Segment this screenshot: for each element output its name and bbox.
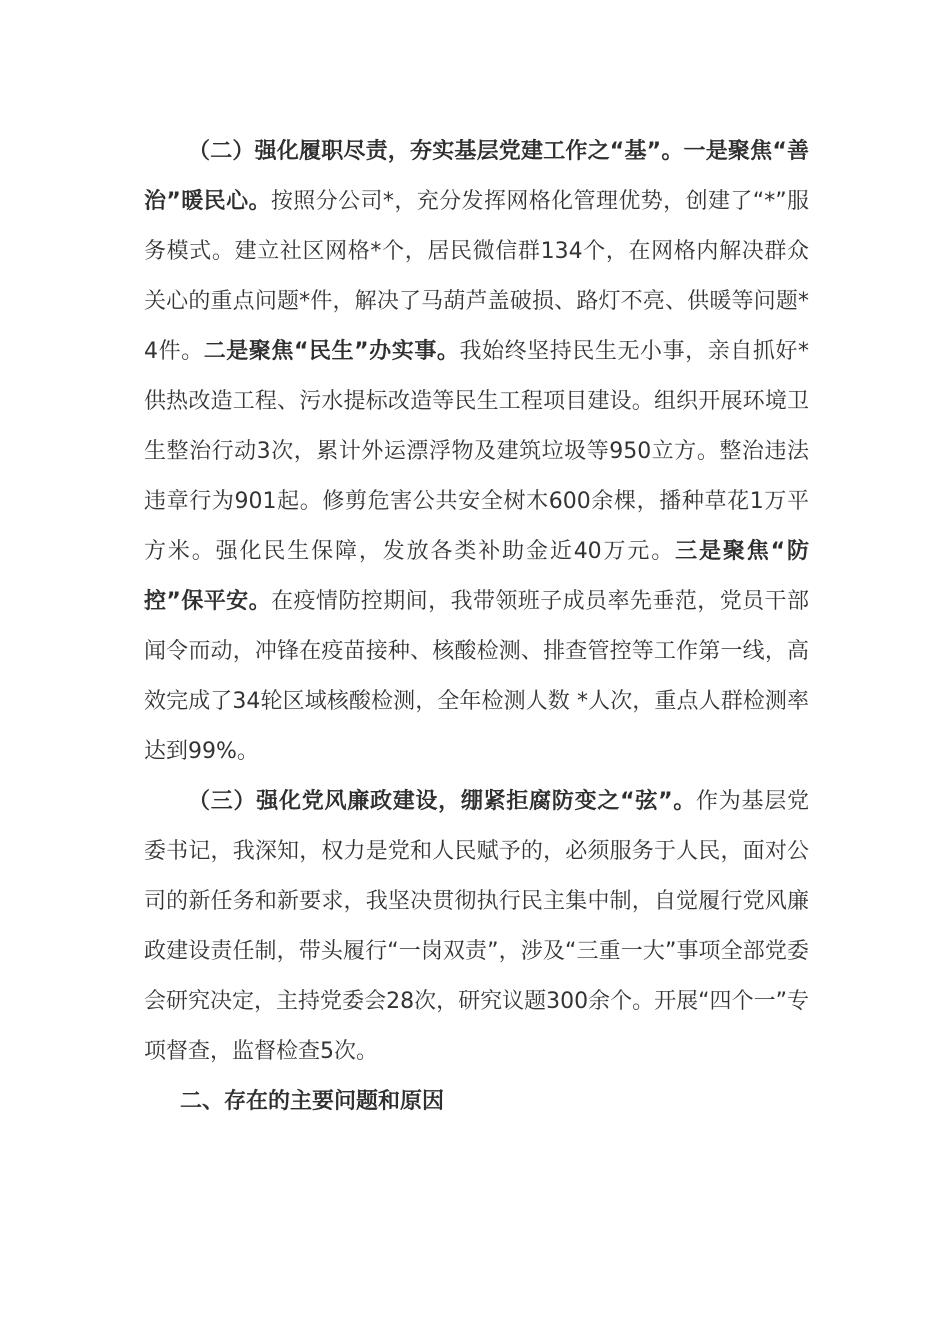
point-2-title: 二是聚焦“民生”办实事。 <box>203 339 460 364</box>
section-3-title: （三）强化党风廉政建设，绷紧拒腐防变之“弦”。 <box>188 789 697 814</box>
point-1-title: 一是聚焦“善治”暖民心。 <box>144 139 809 214</box>
heading-problems-and-causes: 二、存在的主要问题和原因 <box>180 1089 445 1114</box>
point-1-text: 按照分公司*，充分发挥网格化管理优势，创建了“*”服务模式。建立社区网格*个，居民微信群134个，在网格内解决群众关心的重点问题*件，解决了马葫芦盖破损、路灯不亮、供暖等问题*4件。 <box>144 189 809 364</box>
paragraph-section-3 <box>144 777 809 1077</box>
section-2-title: （二）强化履职尽责，夯实基层党建工作之“基”。 <box>188 139 684 164</box>
point-2-text: 我始终坚持民生无小事，亲自抓好*供热改造工程、污水提标改造等民生工程项目建设。组织开展环境卫生整治行动3次，累计外运漂浮物及建筑垃圾等950立方。整治违法违章行为901起。修剪危害公共安全树木600余棵，播种草花1万平方米。强化民生保障，发放各类补助金近40万元。 <box>144 339 810 564</box>
document-body <box>144 127 809 1127</box>
paragraph-section-2 <box>144 127 809 777</box>
point-3-text: 在疫情防控期间，我带领班子成员率先垂范，党员干部闻令而动，冲锋在疫苗接种、核酸检测、排查管控等工作第一线，高效完成了34轮区域核酸检测，全年检测人数 *人次，重点人群检测率达到99%。 <box>144 589 809 764</box>
section-3-text: 作为基层党委书记，我深知，权力是党和人民赋予的，必须服务于人民，面对公司的新任务和新要求，我坚决贯彻执行民主集中制，自觉履行党风廉政建设责任制，带头履行“一岗双责”，涉及“三重一大”事项全部党委会研究决定，主持党委会28次，研究议题300余个。开展“四个一”专项督查，监督检查5次。 <box>144 789 809 1064</box>
point-3-title: 三是聚焦“防控”保平安。 <box>144 539 809 614</box>
